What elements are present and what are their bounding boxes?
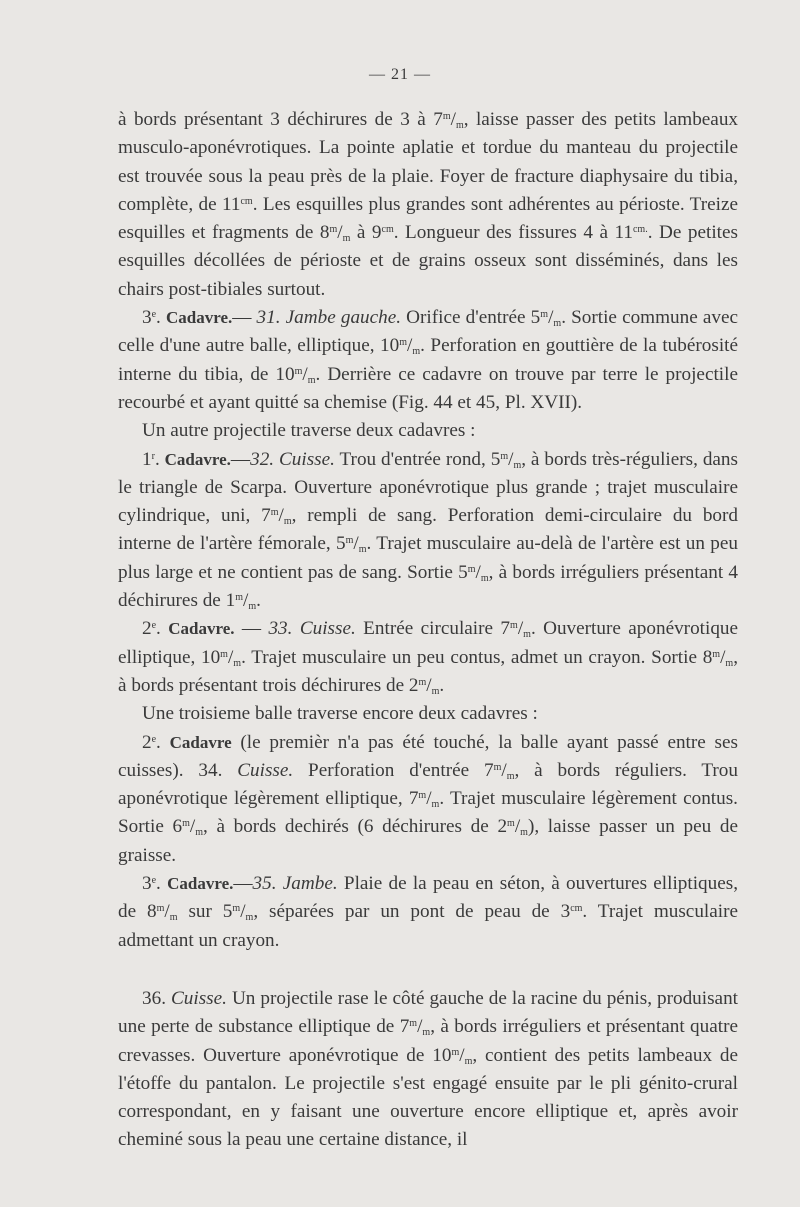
text-run: Un autre projectile traverse deux cadavres :: [142, 420, 476, 442]
unit-superscript: m: [329, 224, 338, 236]
text-run: /: [459, 1044, 465, 1066]
text-run: 2: [142, 731, 152, 753]
unit-superscript: m: [418, 790, 427, 802]
text-run: 2: [142, 618, 152, 640]
unit-subscript: m: [169, 912, 178, 924]
text-run: Plaie de la peau en séton, à ouvertures elliptiques, de 8: [118, 873, 739, 923]
unit-subscript: m: [455, 120, 464, 131]
text-run: . Derrière ce cadavre on trouve par terre le projectile recourbé et ayant quitté sa chemise (Fig. 44 et 45, Pl. XVII).: [118, 363, 738, 413]
case-heading: 35. Jambe.: [252, 873, 338, 895]
text-run: /: [508, 448, 514, 470]
paragraph-p1: [118, 106, 738, 304]
unit-subscript: m: [431, 685, 440, 697]
unit-subscript: m: [307, 374, 316, 386]
paragraph-p2: [118, 304, 738, 417]
case-heading: Cuisse.: [170, 987, 227, 1009]
text-run: /: [243, 590, 249, 612]
unit-superscript: m: [345, 535, 354, 547]
text-run: à bords présentant 3 déchirures de 3 à 7: [118, 109, 443, 130]
text-run: , à bords réguliers. Trou aponévrotique légèrement elliptique, 7: [118, 759, 738, 810]
unit-superscript: m: [220, 648, 228, 660]
text-run: sur 5: [177, 901, 233, 923]
text-run: Orifice d'entrée 5: [401, 307, 541, 329]
unit-superscript: m: [399, 337, 407, 349]
text-run: .: [154, 448, 165, 470]
unit-superscript: m: [507, 818, 515, 830]
unit-subscript: m: [480, 572, 489, 584]
text-run: /: [426, 788, 432, 810]
text-run: , rempli de sang. Perforation demi-circulaire du bord interne de l'artère fémorale, 5: [118, 505, 738, 555]
paragraph-p5: [118, 615, 738, 700]
unit-superscript: cm: [570, 903, 583, 915]
text-run: /: [417, 1016, 423, 1038]
text-run: . Trajet musculaire un peu contus, admet un crayon. Sortie 8: [241, 646, 713, 668]
text-run: /: [501, 759, 507, 781]
text-run: .: [156, 873, 168, 895]
subject-label: Cadavre.: [168, 619, 235, 639]
subject-label: Cadavre: [169, 732, 232, 752]
text-run: /: [278, 505, 284, 527]
unit-superscript: e: [151, 875, 157, 887]
text-run: à 9: [350, 222, 382, 244]
unit-superscript: m: [500, 450, 509, 462]
unit-superscript: m: [712, 648, 721, 660]
case-heading: Cuisse.: [237, 759, 294, 781]
text-run: —: [233, 873, 253, 895]
unit-superscript: cm: [381, 224, 394, 236]
unit-subscript: m: [725, 657, 734, 669]
text-run: . Ouverture aponévrotique elliptique, 10: [118, 618, 739, 668]
text-run: Entrée circulaire 7: [355, 618, 511, 640]
text-run: 36.: [142, 987, 171, 1009]
unit-subscript: m: [342, 233, 351, 245]
text-run: 3: [142, 307, 152, 329]
text-run: Perforation d'entrée 7: [293, 759, 494, 781]
unit-subscript: m: [233, 657, 242, 669]
text-run: 3: [142, 873, 152, 895]
text-run: ), laisse passer un peu de graisse.: [118, 816, 738, 866]
section-gap: [118, 955, 738, 985]
text-run: /: [302, 363, 308, 385]
unit-subscript: m: [553, 318, 562, 330]
text-run: . De petites esquilles décollées de périoste et de grains osseux sont disséminés, dans les chairs post-tibiales surtout.: [118, 222, 738, 300]
text-run: —: [234, 618, 269, 640]
text-run: /: [517, 618, 524, 640]
page-number: — 21 —: [369, 66, 431, 83]
unit-superscript: m: [510, 620, 518, 632]
subject-label: Cadavre.: [164, 449, 231, 469]
text-run: .: [439, 674, 445, 696]
text-run: . Les esquilles plus grandes sont adhérentes au périoste. Treize esquilles et fragments de 8: [118, 193, 738, 244]
unit-subscript: m: [283, 516, 292, 528]
unit-superscript: m: [493, 761, 502, 773]
text-run: (le premièr n'a pas été touché, la balle ayant passé entre ses cuisses). 34.: [118, 731, 738, 781]
text-run: . Trajet musculaire au-delà de l'artère est un peu plus large et ne contient pas de sang. Sortie 5: [118, 533, 738, 583]
unit-subscript: m: [513, 459, 522, 471]
unit-subscript: m: [431, 799, 440, 811]
unit-superscript: e: [151, 620, 157, 632]
unit-superscript: cm.: [632, 224, 648, 236]
unit-superscript: e: [151, 733, 157, 745]
unit-superscript: m: [451, 1046, 460, 1058]
unit-superscript: m: [270, 507, 279, 519]
unit-superscript: m: [467, 563, 476, 575]
text-run: , à bords présentant trois déchirures de 2: [118, 646, 738, 696]
unit-superscript: m: [294, 365, 303, 377]
text-run: /: [450, 109, 456, 130]
text-run: . Trajet musculaire légèrement contus. Sortie 6: [118, 788, 738, 838]
text-run: , à bords très-réguliers, dans le triangle de Scarpa. Ouverture aponévrotique plus grande ; trajet musculaire cylindrique, uni, 7: [118, 448, 738, 527]
text-run: , séparées par un pont de peau de 3: [253, 901, 571, 923]
unit-subscript: m: [520, 827, 528, 839]
text-run: /: [514, 816, 521, 838]
unit-superscript: m: [418, 676, 427, 688]
text-run: Trou d'entrée rond, 5: [334, 448, 501, 470]
text-run: , à bords dechirés (6 déchirures de 2: [203, 816, 508, 838]
text-run: . Trajet musculaire admettant un crayon.: [118, 901, 738, 951]
paragraph-p7: [118, 729, 738, 870]
text-run: , à bords irréguliers présentant 4 déchirures de 1: [118, 561, 738, 612]
paragraph-p4: [118, 446, 738, 616]
unit-subscript: m: [464, 1055, 473, 1067]
text-run: . Longueur des fissures 4 à 11: [393, 222, 633, 244]
text-run: 1: [142, 448, 152, 470]
unit-subscript: m: [248, 601, 257, 613]
text-run: /: [548, 307, 554, 329]
text-run: /: [227, 646, 234, 668]
paragraph-p6: [118, 700, 738, 728]
unit-subscript: m: [358, 544, 367, 556]
text-run: /: [353, 533, 359, 555]
subject-label: Cadavre.: [165, 308, 233, 328]
unit-superscript: r: [151, 450, 155, 462]
unit-superscript: cm: [240, 195, 253, 207]
paragraph-p9: [118, 985, 738, 1155]
text-run: .: [156, 618, 169, 640]
text-run: /: [337, 222, 343, 244]
unit-superscript: m: [156, 903, 165, 915]
text-run: /: [720, 646, 726, 668]
unit-superscript: m: [540, 309, 549, 321]
text-run: /: [189, 816, 196, 838]
text-run: , laisse passer des petits lambeaux musculo-aponévrotiques. La pointe aplatie et tordue du manteau du projectile est trouvée sous la peau près de la plaie. Foyer de fracture diaphysaire du tibia, complète, de 11: [118, 109, 739, 215]
text-run: /: [407, 335, 413, 357]
case-heading: 32. Cuisse.: [250, 448, 335, 470]
unit-subscript: m: [195, 827, 203, 839]
subject-label: Cadavre.: [167, 874, 234, 894]
unit-superscript: m: [232, 903, 241, 915]
unit-superscript: m: [409, 1018, 418, 1030]
text-run: . Sortie commune avec celle d'une autre balle, elliptique, 10: [118, 307, 738, 357]
unit-superscript: m: [235, 592, 243, 604]
text-run: /: [475, 561, 481, 583]
text-run: . Perforation en gouttière de la tubérosité interne du tibia, de 10: [118, 335, 738, 385]
unit-subscript: m: [245, 912, 254, 924]
unit-superscript: e: [151, 309, 157, 321]
text-run: .: [256, 590, 261, 612]
unit-subscript: m: [523, 629, 531, 641]
text-run: —: [230, 448, 251, 470]
body-text: [118, 106, 738, 1155]
case-heading: 33. Cuisse.: [268, 618, 356, 640]
text-run: Un projectile rase le côté gauche de la racine du pénis, produisant une perte de substance elliptique de 7: [118, 987, 738, 1038]
paragraph-p3: [118, 417, 738, 445]
case-heading: 31. Jambe gauche.: [256, 307, 402, 329]
unit-subscript: m: [506, 770, 515, 782]
unit-subscript: m: [422, 1027, 431, 1039]
unit-subscript: m: [412, 346, 421, 358]
text-run: /: [426, 674, 432, 696]
text-run: —: [232, 307, 257, 329]
text-run: Une troisieme balle traverse encore deux cadavres :: [142, 703, 538, 725]
text-run: , contient des petits lambeaux de l'étoffe du pantalon. Le projectile s'est engagé ensuite par le pli génito-crural correspondant, en y faisant une ouverture encore elliptique et, après avoir cheminé sous la peau une certaine distance, il: [118, 1044, 738, 1151]
unit-superscript: m: [182, 818, 190, 830]
text-run: .: [156, 307, 166, 329]
unit-superscript: m: [442, 111, 451, 122]
text-run: /: [164, 901, 170, 923]
text-run: , à bords irréguliers et présentant quatre crevasses. Ouverture aponévrotique de 10: [118, 1016, 738, 1066]
text-run: .: [156, 731, 170, 753]
paragraph-p8: [118, 870, 738, 955]
text-run: /: [240, 901, 246, 923]
